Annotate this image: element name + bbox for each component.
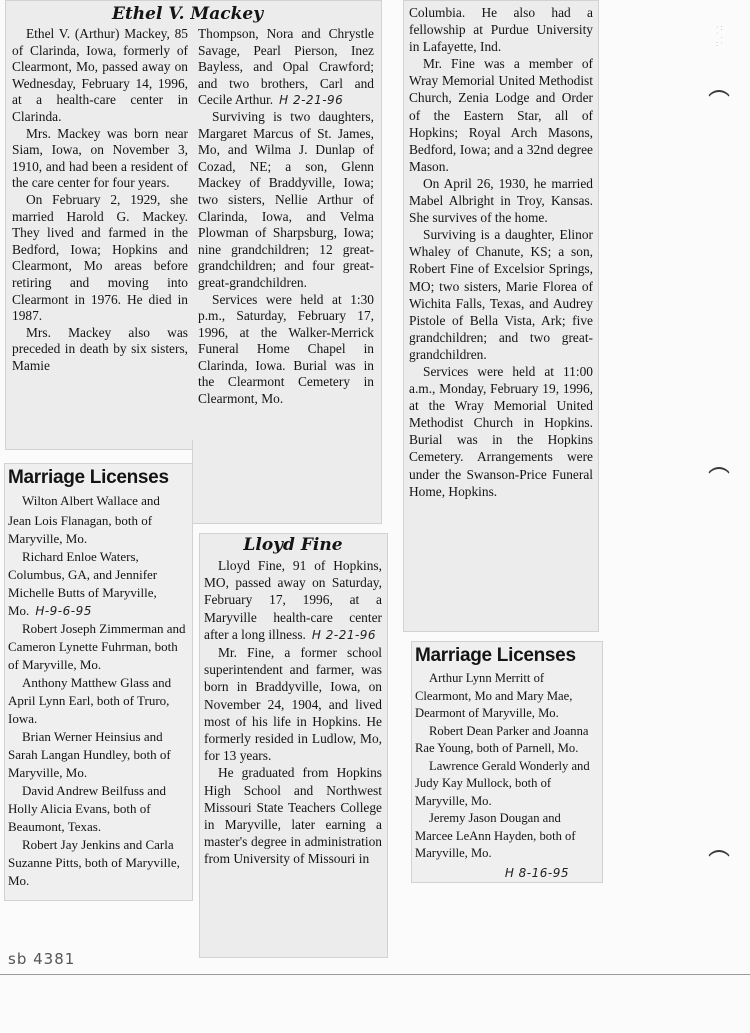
license-entry: Robert Joseph Zimmerman and Cameron Lynette Fuhrman, both of Maryville, Mo. — [8, 621, 186, 672]
license-entry: Brian Werner Heinsius and Sarah Langan Hundley, both of Maryville, Mo. — [8, 729, 171, 780]
fine-para-3: He graduated from Hopkins High School and Northwest Missouri State Teachers College in Maryville, later earning a master's degree in administration from University of Missouri in — [204, 765, 382, 867]
fine-services: Services were held at 11:00 a.m., Monday, February 19, 1996, at the Wray Memorial United Methodist Church in Hopkins. Burial was in the Hopkins Cemetery. Arrangements were under the Swanson-Price Funeral Home, Hopkins. — [409, 363, 593, 499]
license-entry: David Andrew Beilfuss and Holly Alicia Evans, both of Beaumont, Texas. — [8, 783, 167, 834]
handwritten-date-note-line — [415, 865, 599, 883]
mackey-para-4: Mrs. Mackey also was preceded in death by six sisters, Mamie — [12, 324, 188, 373]
fine-para-2: Mr. Fine, a former school superintendent and farmer, was born in Braddyville, Iowa, on November 24, 1904, and lived most of his life in Hopkins. He formerly resided in Ludlow, Mo, for 13 years. — [204, 645, 382, 764]
handwritten-date-note: H 8-16-95 — [504, 865, 569, 880]
fine-column-2 — [409, 4, 593, 630]
marriage-licenses-left — [8, 466, 190, 898]
fine-column-1 — [204, 535, 382, 955]
marriage-licenses-left-title: Marriage Licenses — [8, 467, 169, 488]
fine-para-6: On April 26, 1930, he married Mabel Albright in Troy, Kansas. She survives of the home. — [409, 175, 593, 226]
fine-headline: Lloyd Fine — [243, 535, 343, 555]
page-id-handwritten: sb 4381 — [8, 950, 76, 968]
license-entry-cont: Jean Lois Flanagan, both of Maryville, Mo. — [8, 513, 153, 546]
license-entry: Wilton Albert Wallace and — [22, 493, 160, 508]
fine-survivors: Surviving is a daughter, Elinor Whaley of Chanute, KS; a son, Robert Fine of Excelsior Springs, MO; two sisters, Marie Florea of Wichita Falls, Texas, and Audrey Pistole of Bella Vista, Ark; five grandchildren; and two great-grandchildren. — [409, 227, 593, 362]
fine-para-5: Mr. Fine was a member of Wray Memorial United Methodist Church, Zenia Lodge and Order of the Eastern Star, all of Hopkins; Royal Arch Masons, Bedford, Iowa; and a 32nd degree Mason. — [409, 56, 593, 174]
handwritten-date-note: H 2-21-96 — [279, 93, 344, 108]
handwritten-date-note: H-9-6-95 — [35, 604, 92, 618]
mackey-column-2 — [198, 26, 374, 520]
page-edge — [0, 974, 750, 975]
binder-hole-bottom — [706, 850, 732, 876]
mackey-para-1: Ethel V. (Arthur) Mackey, 85 of Clarinda, Iowa, formerly of Clearmont, Mo, passed away on Wednesday, February 14, 1996, at a health-care center in Clarinda. — [12, 26, 188, 124]
license-entry: Richard Enloe Waters, Columbus, GA, and Jennifer Michelle Butts of Maryville, Mo. H-9-6-95 — [8, 549, 158, 618]
fine-para-1: Lloyd Fine, 91 of Hopkins, MO, passed away on Saturday, February 17, 1996, at a Maryville health-care center after a long illness. H 2-21-96 — [204, 558, 382, 642]
mackey-headline: Ethel V. Mackey — [112, 4, 264, 24]
marriage-licenses-right — [415, 644, 599, 880]
binder-hole-middle — [706, 467, 732, 493]
fine-para-4: Columbia. He also had a fellowship at Purdue University in Lafayette, Ind. — [409, 5, 593, 55]
scan-speckle: · : ˙ . : · — [716, 23, 723, 48]
mackey-services: Services were held at 1:30 p.m., Saturday, February 17, 1996, at the Walker-Merrick Funeral Home Chapel in Clarinda, Iowa. Burial was in the Clearmont Cemetery in Clearmont, Mo. — [198, 291, 374, 407]
mackey-para-3: On February 2, 1929, she married Harold G. Mackey. They lived and farmed in the Bedford, Iowa; Hopkins and Clearmont, Mo areas before retiring and moving into Clearmont in 1976. He died in 1987. — [12, 191, 188, 324]
binder-hole-top — [706, 90, 732, 116]
mackey-column-1 — [12, 4, 264, 450]
handwritten-date-note: H 2-21-96 — [311, 627, 377, 642]
mackey-para-2: Mrs. Mackey was born near Siam, Iowa, on November 3, 1910, and had been a resident of the care center for four years. — [12, 125, 188, 191]
license-entry: Lawrence Gerald Wonderly and Judy Kay Mullock, both of Maryville, Mo. — [415, 758, 590, 808]
mackey-survivors: Surviving is two daughters, Margaret Marcus of St. James, Mo, and Wilma J. Dunlap of Cozad, NE; a son, Glenn Mackey of Braddyville, Iowa; two sisters, Nellie Arthur of Clarinda, Iowa, and Velma Plowman of Sharpsburg, Iowa; nine grandchildren; 12 great-grandchildren; and four great-great-grandchildren. — [198, 108, 374, 290]
license-entry: Arthur Lynn Merritt of Clearmont, Mo and Mary Mae, Dearmont of Maryville, Mo. — [415, 671, 573, 720]
license-entry: Robert Dean Parker and Joanna Rae Young, both of Parnell, Mo. — [415, 723, 589, 755]
marriage-licenses-right-title: Marriage Licenses — [415, 645, 576, 666]
license-entry: Jeremy Jason Dougan and Marcee LeAnn Hayden, both of Maryville, Mo. — [415, 811, 576, 860]
license-entry: Anthony Matthew Glass and April Lynn Earl, both of Truro, Iowa. — [8, 675, 172, 726]
mackey-para-5: Thompson, Nora and Chrystle Savage, Pearl Pierson, Inez Bayless, and Opal Crawford; and two brothers, Carl and Cecile Arthur. H 2-21-96 — [198, 26, 374, 108]
license-entry: Robert Jay Jenkins and Carla Suzanne Pitts, both of Maryville, Mo. — [8, 837, 180, 888]
